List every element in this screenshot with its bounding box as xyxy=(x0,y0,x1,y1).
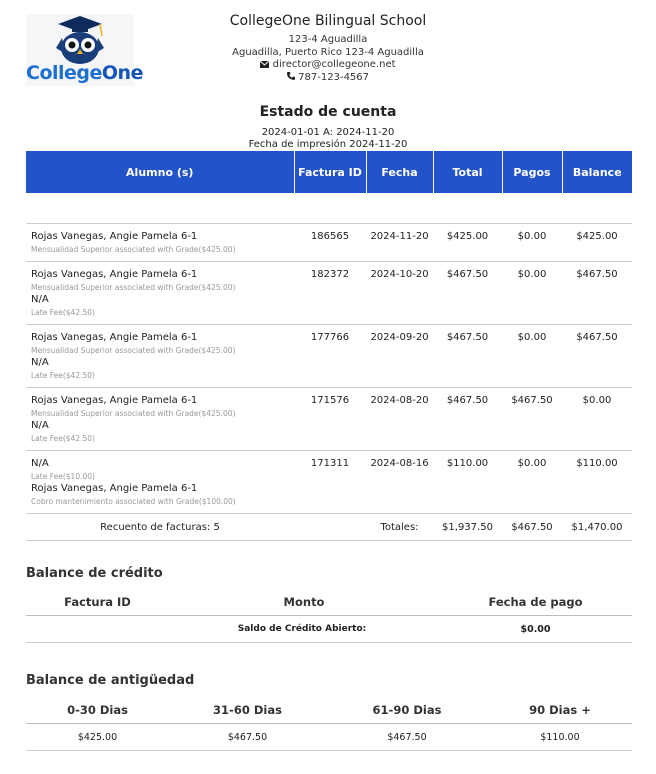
aging-col-31-60: 31-60 Dias xyxy=(169,697,326,724)
invoice-fecha: 2024-10-20 xyxy=(366,262,433,325)
invoice-student-cell xyxy=(26,262,294,325)
invoice-table xyxy=(26,151,632,541)
totals-label: Totales: xyxy=(366,514,433,541)
invoice-line-student: Rojas Vanegas, Angie Pamela 6-1 xyxy=(31,269,198,280)
school-header xyxy=(140,12,516,84)
credit-open-value: $0.00 xyxy=(439,616,632,643)
aging-col-90-plus: 90 Dias + xyxy=(488,697,632,724)
school-address-1: 123-4 Aguadilla xyxy=(288,34,368,45)
invoice-line-student: N/A xyxy=(31,294,49,305)
invoice-pagos: $0.00 xyxy=(502,224,562,262)
logo-wordmark: CollegeOne xyxy=(26,62,143,84)
invoice-line-detail: Mensualidad Superior associated with Grade($425.00) xyxy=(31,345,236,355)
aging-value-61-90: $467.50 xyxy=(326,724,488,751)
invoice-factura-id: 171576 xyxy=(294,388,366,451)
invoice-table-footer xyxy=(26,514,632,541)
invoice-line-student: Rojas Vanegas, Angie Pamela 6-1 xyxy=(31,395,198,406)
invoice-fecha: 2024-09-20 xyxy=(366,325,433,388)
credit-table xyxy=(26,589,632,643)
col-total: Total xyxy=(433,151,502,193)
school-address-2: Aguadilla, Puerto Rico 123-4 Aguadilla xyxy=(232,46,424,58)
school-email-row xyxy=(140,59,516,72)
col-fecha: Fecha xyxy=(366,151,433,193)
credit-col-monto: Monto xyxy=(169,589,439,616)
col-balance: Balance xyxy=(562,151,632,193)
credit-open-label: Saldo de Crédito Abierto: xyxy=(26,616,439,643)
table-row xyxy=(26,451,632,514)
invoice-line-detail: Mensualidad Superior associated with Grade($425.00) xyxy=(31,408,236,418)
invoice-balance: $467.50 xyxy=(562,325,632,388)
invoice-line-student: Rojas Vanegas, Angie Pamela 6-1 xyxy=(31,231,198,242)
invoice-factura-id: 171311 xyxy=(294,451,366,514)
aging-values-row xyxy=(26,724,632,751)
col-factura-id: Factura ID xyxy=(294,151,366,193)
invoice-fecha: 2024-08-16 xyxy=(366,451,433,514)
table-spacer-row xyxy=(26,193,632,224)
table-row xyxy=(26,262,632,325)
invoice-fecha: 2024-11-20 xyxy=(366,224,433,262)
invoice-factura-id: 177766 xyxy=(294,325,366,388)
invoice-line-detail: Mensualidad Superior associated with Grade($425.00) xyxy=(31,282,236,292)
invoice-balance: $425.00 xyxy=(562,224,632,262)
invoice-total: $425.00 xyxy=(433,224,502,262)
invoice-pagos: $0.00 xyxy=(502,262,562,325)
invoice-pagos: $0.00 xyxy=(502,325,562,388)
invoice-line-student: N/A xyxy=(31,357,49,368)
invoice-pagos: $0.00 xyxy=(502,451,562,514)
aging-section-title: Balance de antigüedad xyxy=(26,673,195,688)
credit-col-factura-id: Factura ID xyxy=(26,589,169,616)
invoice-student-cell xyxy=(26,224,294,262)
footer-empty-cell xyxy=(294,514,366,541)
owl-graduation-cap-icon xyxy=(26,14,134,66)
invoice-balance: $110.00 xyxy=(562,451,632,514)
invoice-total: $467.50 xyxy=(433,325,502,388)
school-email: director@collegeone.net xyxy=(272,59,396,70)
report-title: Estado de cuenta xyxy=(259,104,397,120)
invoice-count: Recuento de facturas: 5 xyxy=(26,514,294,541)
invoice-total: $110.00 xyxy=(433,451,502,514)
aging-table-header xyxy=(26,697,632,724)
invoice-factura-id: 186565 xyxy=(294,224,366,262)
invoice-line-student: N/A xyxy=(31,458,49,469)
invoice-student-cell xyxy=(26,325,294,388)
totals-balance: $1,470.00 xyxy=(562,514,632,541)
totals-total: $1,937.50 xyxy=(433,514,502,541)
invoice-line-detail: Late Fee($10.00) xyxy=(31,471,95,481)
invoice-table-header xyxy=(26,151,632,193)
invoice-total: $467.50 xyxy=(433,262,502,325)
school-name: CollegeOne Bilingual School xyxy=(229,13,427,29)
invoice-line-student: N/A xyxy=(31,420,49,431)
invoice-fecha: 2024-08-20 xyxy=(366,388,433,451)
table-row xyxy=(26,388,632,451)
invoice-line-detail: Late Fee($42.50) xyxy=(31,370,95,380)
aging-value-31-60: $467.50 xyxy=(169,724,326,751)
aging-col-61-90: 61-90 Dias xyxy=(326,697,488,724)
school-phone-row xyxy=(140,72,516,85)
invoice-line-detail: Late Fee($42.50) xyxy=(31,433,95,443)
credit-open-row xyxy=(26,616,632,643)
col-alumno: Alumno (s) xyxy=(26,151,294,193)
school-logo xyxy=(26,14,143,86)
phone-icon xyxy=(287,72,295,80)
envelope-icon xyxy=(260,61,269,68)
aging-col-0-30: 0-30 Dias xyxy=(26,697,169,724)
aging-value-90-plus: $110.00 xyxy=(488,724,632,751)
table-row xyxy=(26,224,632,262)
totals-pagos: $467.50 xyxy=(502,514,562,541)
aging-value-0-30: $425.00 xyxy=(26,724,169,751)
col-pagos: Pagos xyxy=(502,151,562,193)
invoice-student-cell xyxy=(26,388,294,451)
report-print-date: Fecha de impresión 2024-11-20 xyxy=(248,139,408,150)
invoice-balance: $0.00 xyxy=(562,388,632,451)
invoice-factura-id: 182372 xyxy=(294,262,366,325)
aging-table xyxy=(26,697,632,751)
table-row xyxy=(26,325,632,388)
report-date-range: 2024-01-01 A: 2024-11-20 xyxy=(261,127,395,138)
invoice-line-student: Rojas Vanegas, Angie Pamela 6-1 xyxy=(31,483,198,494)
credit-table-header xyxy=(26,589,632,616)
credit-col-fecha-pago: Fecha de pago xyxy=(439,589,632,616)
invoice-balance: $467.50 xyxy=(562,262,632,325)
invoice-student-cell xyxy=(26,451,294,514)
invoice-line-detail: Mensualidad Superior associated with Grade($425.00) xyxy=(31,244,236,254)
invoice-total: $467.50 xyxy=(433,388,502,451)
invoice-pagos: $467.50 xyxy=(502,388,562,451)
invoice-line-student: Rojas Vanegas, Angie Pamela 6-1 xyxy=(31,332,198,343)
school-phone: 787-123-4567 xyxy=(298,71,370,83)
invoice-line-detail: Cobro mantenimiento associated with Grade($100.00) xyxy=(31,496,236,506)
credit-section-title: Balance de crédito xyxy=(26,566,163,581)
invoice-line-detail: Late Fee($42.50) xyxy=(31,307,95,317)
